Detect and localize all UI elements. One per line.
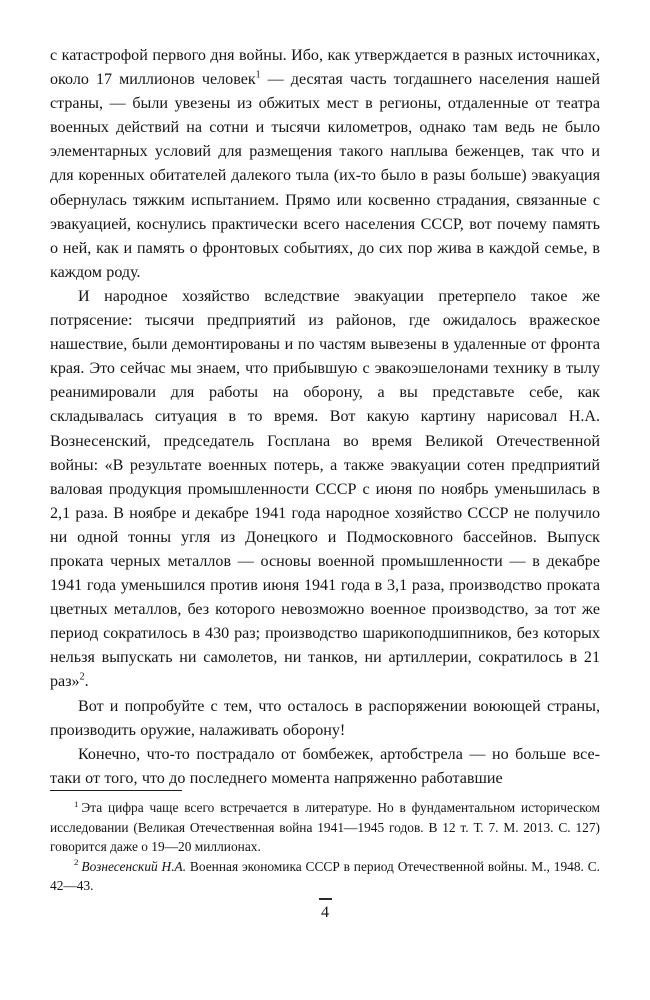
footnote-1-number: 1: [74, 798, 79, 809]
footnote-1: [50, 798, 600, 857]
footnote-2-number: 2: [74, 857, 79, 868]
page-folio: [0, 898, 650, 922]
paragraph-2-text-a: И народное хозяйство вследствие эвакуации претерпело такое же потрясение: тысячи предприятий из районов, где ожидалось вражеское нашествие, были демонтированы и по частям вывезены в удаленные от фронта края. Это сейчас мы знаем, что прибывшую с эвакоэшелонами технику в тылу реанимировали для работы на оборону, а вы представьте себе, как складывалась ситуация в то время. Вот какую картину нарисовал Н.А. Вознесенский, председатель Госплана во время Великой Отечественной войны: «В результате военных потерь, а также эвакуации сотен предприятий валовая продукция промышленности СССР с июня по ноябрь уменьшилась в 2,1 раза. В ноябре и декабре 1941 года народное хозяйство СССР не получило ни одной тонны угля из Донецкого и Подмосковного бассейнов. Выпуск проката черных металлов — основы военной промышленности — в декабре 1941 года уменьшился против июня 1941 года в 3,1 раза, производство проката цветных металлов, без которого невозможно военное производство, за тот же период сократилось в 430 раз; производство шарикоподшипников, без которых нельзя выпускать ни самолетов, ни танков, ни артиллерии, сократилось в 21 раз»: [50, 287, 600, 691]
main-text-block: [50, 44, 600, 791]
paragraph-1: [50, 44, 600, 285]
footnote-reference-2[interactable]: 2: [79, 672, 85, 684]
paragraph-1-text-a: с катастрофой первого дня войны. Ибо, как утверждается в разных источниках, около 17 миллионов человек: [50, 47, 600, 89]
paragraph-3: [50, 695, 600, 743]
footnote-2-author: Вознесенский Н.А.: [81, 858, 187, 874]
folio-dash-mark: [319, 898, 332, 900]
footnote-reference-1[interactable]: 1: [255, 69, 261, 81]
paragraph-2-text-b: .: [84, 673, 89, 691]
page-number: 4: [320, 904, 330, 921]
paragraph-4-text: Конечно, что-то пострадало от бомбежек, артобстрела — но больше все-таки от того, что до последнего момента напряженно работавшие: [50, 745, 600, 787]
footnote-2: [50, 857, 600, 896]
footnote-2-text: Военная экономика СССР в период Отечественной войны. М., 1948. С. 42—43.: [50, 858, 600, 894]
paragraph-4: [50, 743, 600, 791]
footnote-1-text: Эта цифра чаще всего встречается в литературе. Но в фундаментальном историческом исследовании (Великая Отечественная война 1941—1945 годов. В 12 т. Т. 7. М. 2013. С. 127) говорится даже о 19—20 миллионах.: [50, 800, 600, 855]
footnote-block: [50, 790, 600, 896]
paragraph-1-text-b: — десятая часть тогдашнего населения нашей страны, — были увезены из обжитых мест в регионы, отдаленные от театра военных действий на сотни и тысячи километров, однако там ведь не было элементарных условий для размещения такого наплыва беженцев, так что и для коренных обитателей далекого тыла (их-то было в разы больше) эвакуация обернулась тяжким испытанием. Прямо или косвенно страдания, связанные с эвакуацией, коснулись практически всего населения СССР, вот почему память о ней, как и память о фронтовых событиях, до сих пор жива в каждой семье, в каждом роду.: [50, 71, 600, 281]
paragraph-2: [50, 285, 600, 695]
footnote-separator-rule: [50, 790, 182, 791]
paragraph-3-text: Вот и попробуйте с тем, что осталось в распоряжении воюющей страны, производить оружие, налаживать оборону!: [50, 697, 600, 739]
